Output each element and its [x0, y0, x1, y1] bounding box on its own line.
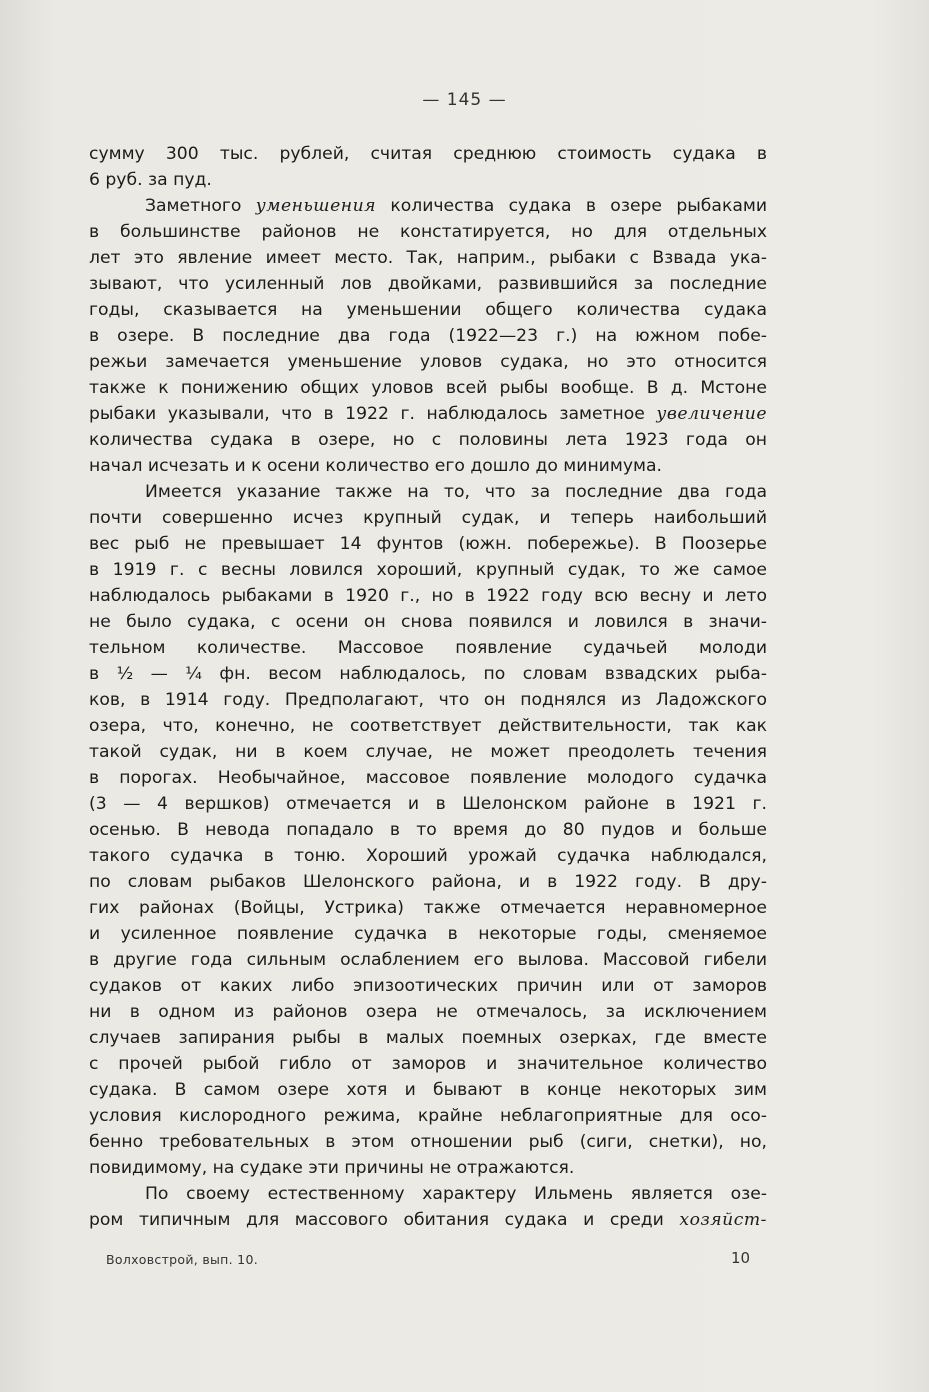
text-span: осенью. В невода попадало в то время до 80 пудов и больше	[89, 820, 767, 840]
text-span: и усиленное появление судачка в некоторые годы, сменяемое	[89, 924, 767, 944]
text-span: такого судачка в тоню. Хороший урожай судачка наблюдался,	[89, 846, 767, 866]
footer-series-title: Волховстрой, вып. 10.	[106, 1252, 258, 1267]
text-line	[89, 1103, 767, 1129]
text-line	[89, 1155, 767, 1181]
text-line	[89, 583, 767, 609]
text-span: рыбаки указывали, что в 1922 г. наблюдалось заметное	[89, 404, 657, 424]
text-line	[89, 999, 767, 1025]
text-line	[89, 609, 767, 635]
text-line	[89, 323, 767, 349]
text-line	[89, 271, 767, 297]
text-line	[89, 947, 767, 973]
text-span: в порогах. Необычайное, массовое появление молодого судачка	[89, 768, 767, 788]
text-span: бенно требовательных в этом отношении рыб (сиги, снетки), но,	[89, 1132, 767, 1152]
italic-emphasis: увеличение	[656, 404, 767, 424]
text-span: зывают, что усиленный лов двойками, развившийся за последние	[89, 274, 767, 294]
text-span: наблюдалось рыбаками в 1920 г., но в 1922 году всю весну и лето	[89, 586, 767, 606]
text-span: с прочей рыбой гибло от заморов и значительное количество	[89, 1054, 767, 1074]
text-span: ром типичным для массового обитания судака и среди	[89, 1210, 680, 1230]
text-span: судака. В самом озере хотя и бывают в конце некоторых зим	[89, 1080, 767, 1100]
text-line	[89, 791, 767, 817]
italic-emphasis: уменьшения	[255, 196, 377, 216]
text-line	[89, 349, 767, 375]
text-line	[89, 635, 767, 661]
text-span: условия кислородного режима, крайне неблагоприятные для осо-	[89, 1106, 767, 1126]
text-line	[89, 921, 767, 947]
text-line	[89, 661, 767, 687]
text-line	[89, 245, 767, 271]
text-span: тельном количестве. Массовое появление судачьей молоди	[89, 638, 767, 658]
text-line	[89, 895, 767, 921]
text-line	[89, 193, 767, 219]
text-line	[89, 427, 767, 453]
text-line	[89, 141, 767, 167]
text-line	[89, 557, 767, 583]
text-line	[89, 375, 767, 401]
text-line	[89, 973, 767, 999]
italic-emphasis: хозяйст-	[679, 1210, 767, 1230]
text-span: по словам рыбаков Шелонского района, и в 1922 году. В дру-	[89, 872, 767, 892]
text-span: в ½ — ¼ фн. весом наблюдалось, по словам взвадских рыба-	[89, 664, 767, 684]
text-span: режьи замечается уменьшение уловов судака, но это относится	[89, 352, 767, 372]
text-span: в другие года сильным ослаблением его вылова. Массовой гибели	[89, 950, 767, 970]
text-span: в 1919 г. с весны ловился хороший, крупный судак, то же самое	[89, 560, 767, 580]
text-line	[89, 297, 767, 323]
text-span: сумму 300 тыс. рублей, считая среднюю стоимость судака в	[89, 144, 767, 164]
footer-signature-number: 10	[731, 1249, 751, 1267]
text-line	[89, 817, 767, 843]
text-line	[89, 1077, 767, 1103]
body-text	[89, 141, 767, 1233]
text-span: количества судака в озере рыбаками	[376, 196, 767, 216]
text-span: годы, сказывается на уменьшении общего количества судака	[89, 300, 767, 320]
text-line	[89, 219, 767, 245]
text-line	[89, 713, 767, 739]
text-span: повидимому, на судаке эти причины не отражаются.	[89, 1158, 575, 1178]
text-span: случаев запирания рыбы в малых поемных озерках, где вместе	[89, 1028, 767, 1048]
text-line	[89, 167, 767, 193]
text-span: судаков от каких либо эпизоотических причин или от заморов	[89, 976, 767, 996]
text-span: 6 руб. за пуд.	[89, 170, 212, 190]
text-line	[89, 479, 767, 505]
text-span: вес рыб не превышает 14 фунтов (южн. побережье). В Поозерье	[89, 534, 767, 554]
text-line	[89, 1025, 767, 1051]
text-line	[89, 505, 767, 531]
text-line	[89, 1181, 767, 1207]
text-span: Имеется указание также на то, что за последние два года	[145, 482, 767, 502]
text-span: в большинстве районов не констатируется, но для отдельных	[89, 222, 767, 242]
text-line	[89, 453, 767, 479]
text-line	[89, 1051, 767, 1077]
text-span: в озере. В последние два года (1922—23 г.) на южном побе-	[89, 326, 767, 346]
text-span: не было судака, с осени он снова появился и ловился в значи-	[89, 612, 767, 632]
text-line	[89, 1207, 767, 1233]
text-line	[89, 739, 767, 765]
text-span: По своему естественному характеру Ильмень является озе-	[145, 1184, 767, 1204]
text-span: ков, в 1914 году. Предполагают, что он поднялся из Ладожского	[89, 690, 767, 710]
text-span: озера, что, конечно, не соответствует действительности, так как	[89, 716, 767, 736]
text-span: начал исчезать и к осени количество его дошло до минимума.	[89, 456, 662, 476]
text-line	[89, 869, 767, 895]
text-span: также к понижению общих уловов всей рыбы вообще. В д. Мстоне	[89, 378, 767, 398]
text-span: такой судак, ни в коем случае, не может преодолеть течения	[89, 742, 767, 762]
text-line	[89, 843, 767, 869]
text-span: почти совершенно исчез крупный судак, и теперь наибольший	[89, 508, 767, 528]
text-line	[89, 401, 767, 427]
text-span: (3 — 4 вершков) отмечается и в Шелонском районе в 1921 г.	[89, 794, 767, 814]
text-line	[89, 765, 767, 791]
text-line	[89, 687, 767, 713]
text-span: лет это явление имеет место. Так, наприм., рыбаки с Взвада ука-	[89, 248, 767, 268]
text-line	[89, 531, 767, 557]
text-span: гих районах (Войцы, Устрика) также отмечается неравномерное	[89, 898, 767, 918]
text-span: ни в одном из районов озера не отмечалось, за исключением	[89, 1002, 767, 1022]
text-span: количества судака в озере, но с половины лета 1923 года он	[89, 430, 767, 450]
text-span: Заметного	[145, 196, 256, 216]
page-number: — 145 —	[422, 90, 507, 110]
text-line	[89, 1129, 767, 1155]
